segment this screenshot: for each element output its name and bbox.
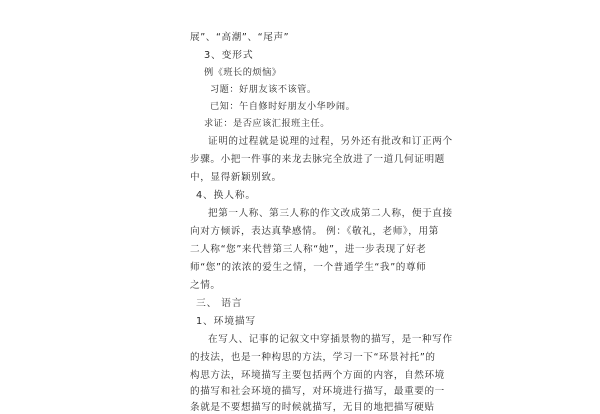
paragraph-line: 二人称“您”来代替第三人称“她”，进一步表现了好老 — [190, 244, 427, 255]
section-heading-language: 三、 语言 — [196, 298, 243, 309]
paragraph-line: 条就是不要想描写的时候就描写，无目的地把描写硬贴 — [190, 402, 435, 413]
section-heading-variant-form: 3、变形式 — [204, 50, 254, 61]
paragraph-line: 中，显得新颖别致。 — [190, 172, 282, 183]
paragraph-line: 在写人、记事的记叙文中穿插景物的描写，是一种写作 — [208, 334, 453, 345]
paragraph-line: 向对方倾诉，表达真挚感情。 例：《敬礼，老师》，用第 — [190, 226, 439, 237]
section-heading-change-person: 4、换人称。 — [196, 190, 257, 201]
example-title: 例《班长的烦恼》 — [204, 67, 282, 78]
prove-line: 求证：是否应该汇报班主任。 — [204, 118, 330, 129]
paragraph-line: 证明的过程就是说理的过程，另外还有批改和订正两个 — [208, 136, 453, 147]
given-line: 已知：午自修时好朋友小华吵闹。 — [210, 101, 356, 112]
paragraph-line: 步骤。小把一件事的来龙去脉完全放进了一道几何证明题 — [190, 154, 445, 165]
paragraph-line: 的描写和社会环境的描写，对环境进行描写，最重要的一 — [190, 386, 445, 397]
section-heading-environment: 1、环境描写 — [196, 316, 257, 327]
paragraph-line: 的技法，也是一种构思的方法，学习一下“环景衬托”的 — [190, 352, 436, 363]
paragraph-line: 之情。 — [190, 280, 221, 291]
text-line: 展”、“高潮”、“尾声” — [190, 32, 290, 43]
paragraph-line: 构思方法，环境描写主要包括两个方面的内容，自然环境 — [190, 370, 445, 381]
problem-line: 习题：好朋友该不该管。 — [210, 84, 317, 95]
paragraph-line: 把第一人称、第三人称的作文改成第二人称，便于直接 — [208, 208, 453, 219]
paragraph-line: 师“您”的浓浓的爱生之情，一个普通学生“我”的尊师 — [190, 262, 427, 273]
